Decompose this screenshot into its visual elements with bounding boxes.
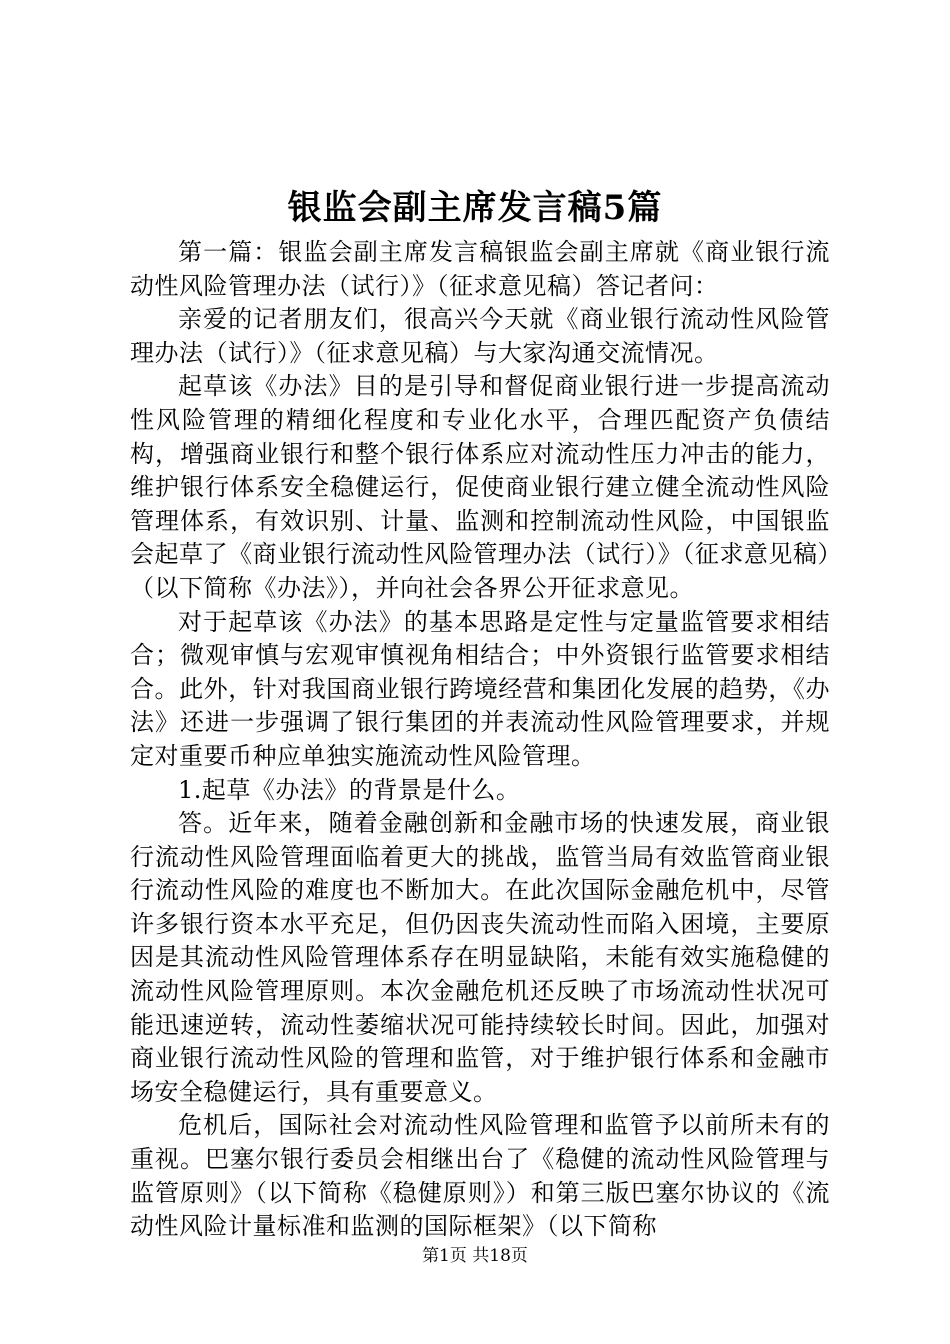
page-footer: 第1页 共18页 bbox=[422, 1246, 528, 1266]
document-title: 银监会副主席发言稿5篇 bbox=[287, 188, 663, 228]
paragraph: 答。近年来，随着金融创新和金融市场的快速发展，商业银行流动性风险管理面临着更大的挑战，监管当局有效监管商业银行流动性风险的难度也不断加大。在此次国际金融危机中，尽管许多银行资本水平充足，但仍因丧失流动性而陷入困境，主要原因是其流动性风险管理体系存在明显缺陷，未能有效实施稳健的流动性风险管理原则。本次金融危机还反映了市场流动性状况可能迅速逆转，流动性萎缩状况可能持续较长时间。因此，加强对商业银行流动性风险的管理和监管，对于维护银行体系和金融市场安全稳健运行，具有重要意义。 bbox=[130, 809, 830, 1106]
paragraph: 对于起草该《办法》的基本思路是定性与定量监管要求相结合；微观审慎与宏观审慎视角相结合；中外资银行监管要求相结合。此外，针对我国商业银行跨境经营和集团化发展的趋势，《办法》还进一步强调了银行集团的并表流动性风险管理要求，并规定对重要币种应单独实施流动性风险管理。 bbox=[130, 607, 830, 770]
document-body bbox=[130, 236, 830, 1244]
paragraph: 亲爱的记者朋友们，很高兴今天就《商业银行流动性风险管理办法（试行）》（征求意见稿）与大家沟通交流情况。 bbox=[130, 305, 830, 367]
paragraph: 危机后，国际社会对流动性风险管理和监管予以前所未有的重视。巴塞尔银行委员会相继出台了《稳健的流动性风险管理与监管原则》（以下简称《稳健原则》）和第三版巴塞尔协议的《流动性风险计量标准和监测的国际框架》（以下简称 bbox=[130, 1111, 830, 1241]
paragraph: 第一篇：银监会副主席发言稿银监会副主席就《商业银行流动性风险管理办法（试行）》（征求意见稿）答记者问： bbox=[130, 238, 830, 300]
paragraph: 1.起草《办法》的背景是什么。 bbox=[178, 775, 521, 804]
paragraph: 起草该《办法》目的是引导和督促商业银行进一步提高流动性风险管理的精细化程度和专业化水平，合理匹配资产负债结构，增强商业银行和整个银行体系应对流动性压力冲击的能力，维护银行体系安全稳健运行，促使商业银行建立健全流动性风险管理体系，有效识别、计量、监测和控制流动性风险，中国银监会起草了《商业银行流动性风险管理办法（试行）》（征求意见稿）（以下简称《办法》），并向社会各界公开征求意见。 bbox=[130, 372, 830, 602]
